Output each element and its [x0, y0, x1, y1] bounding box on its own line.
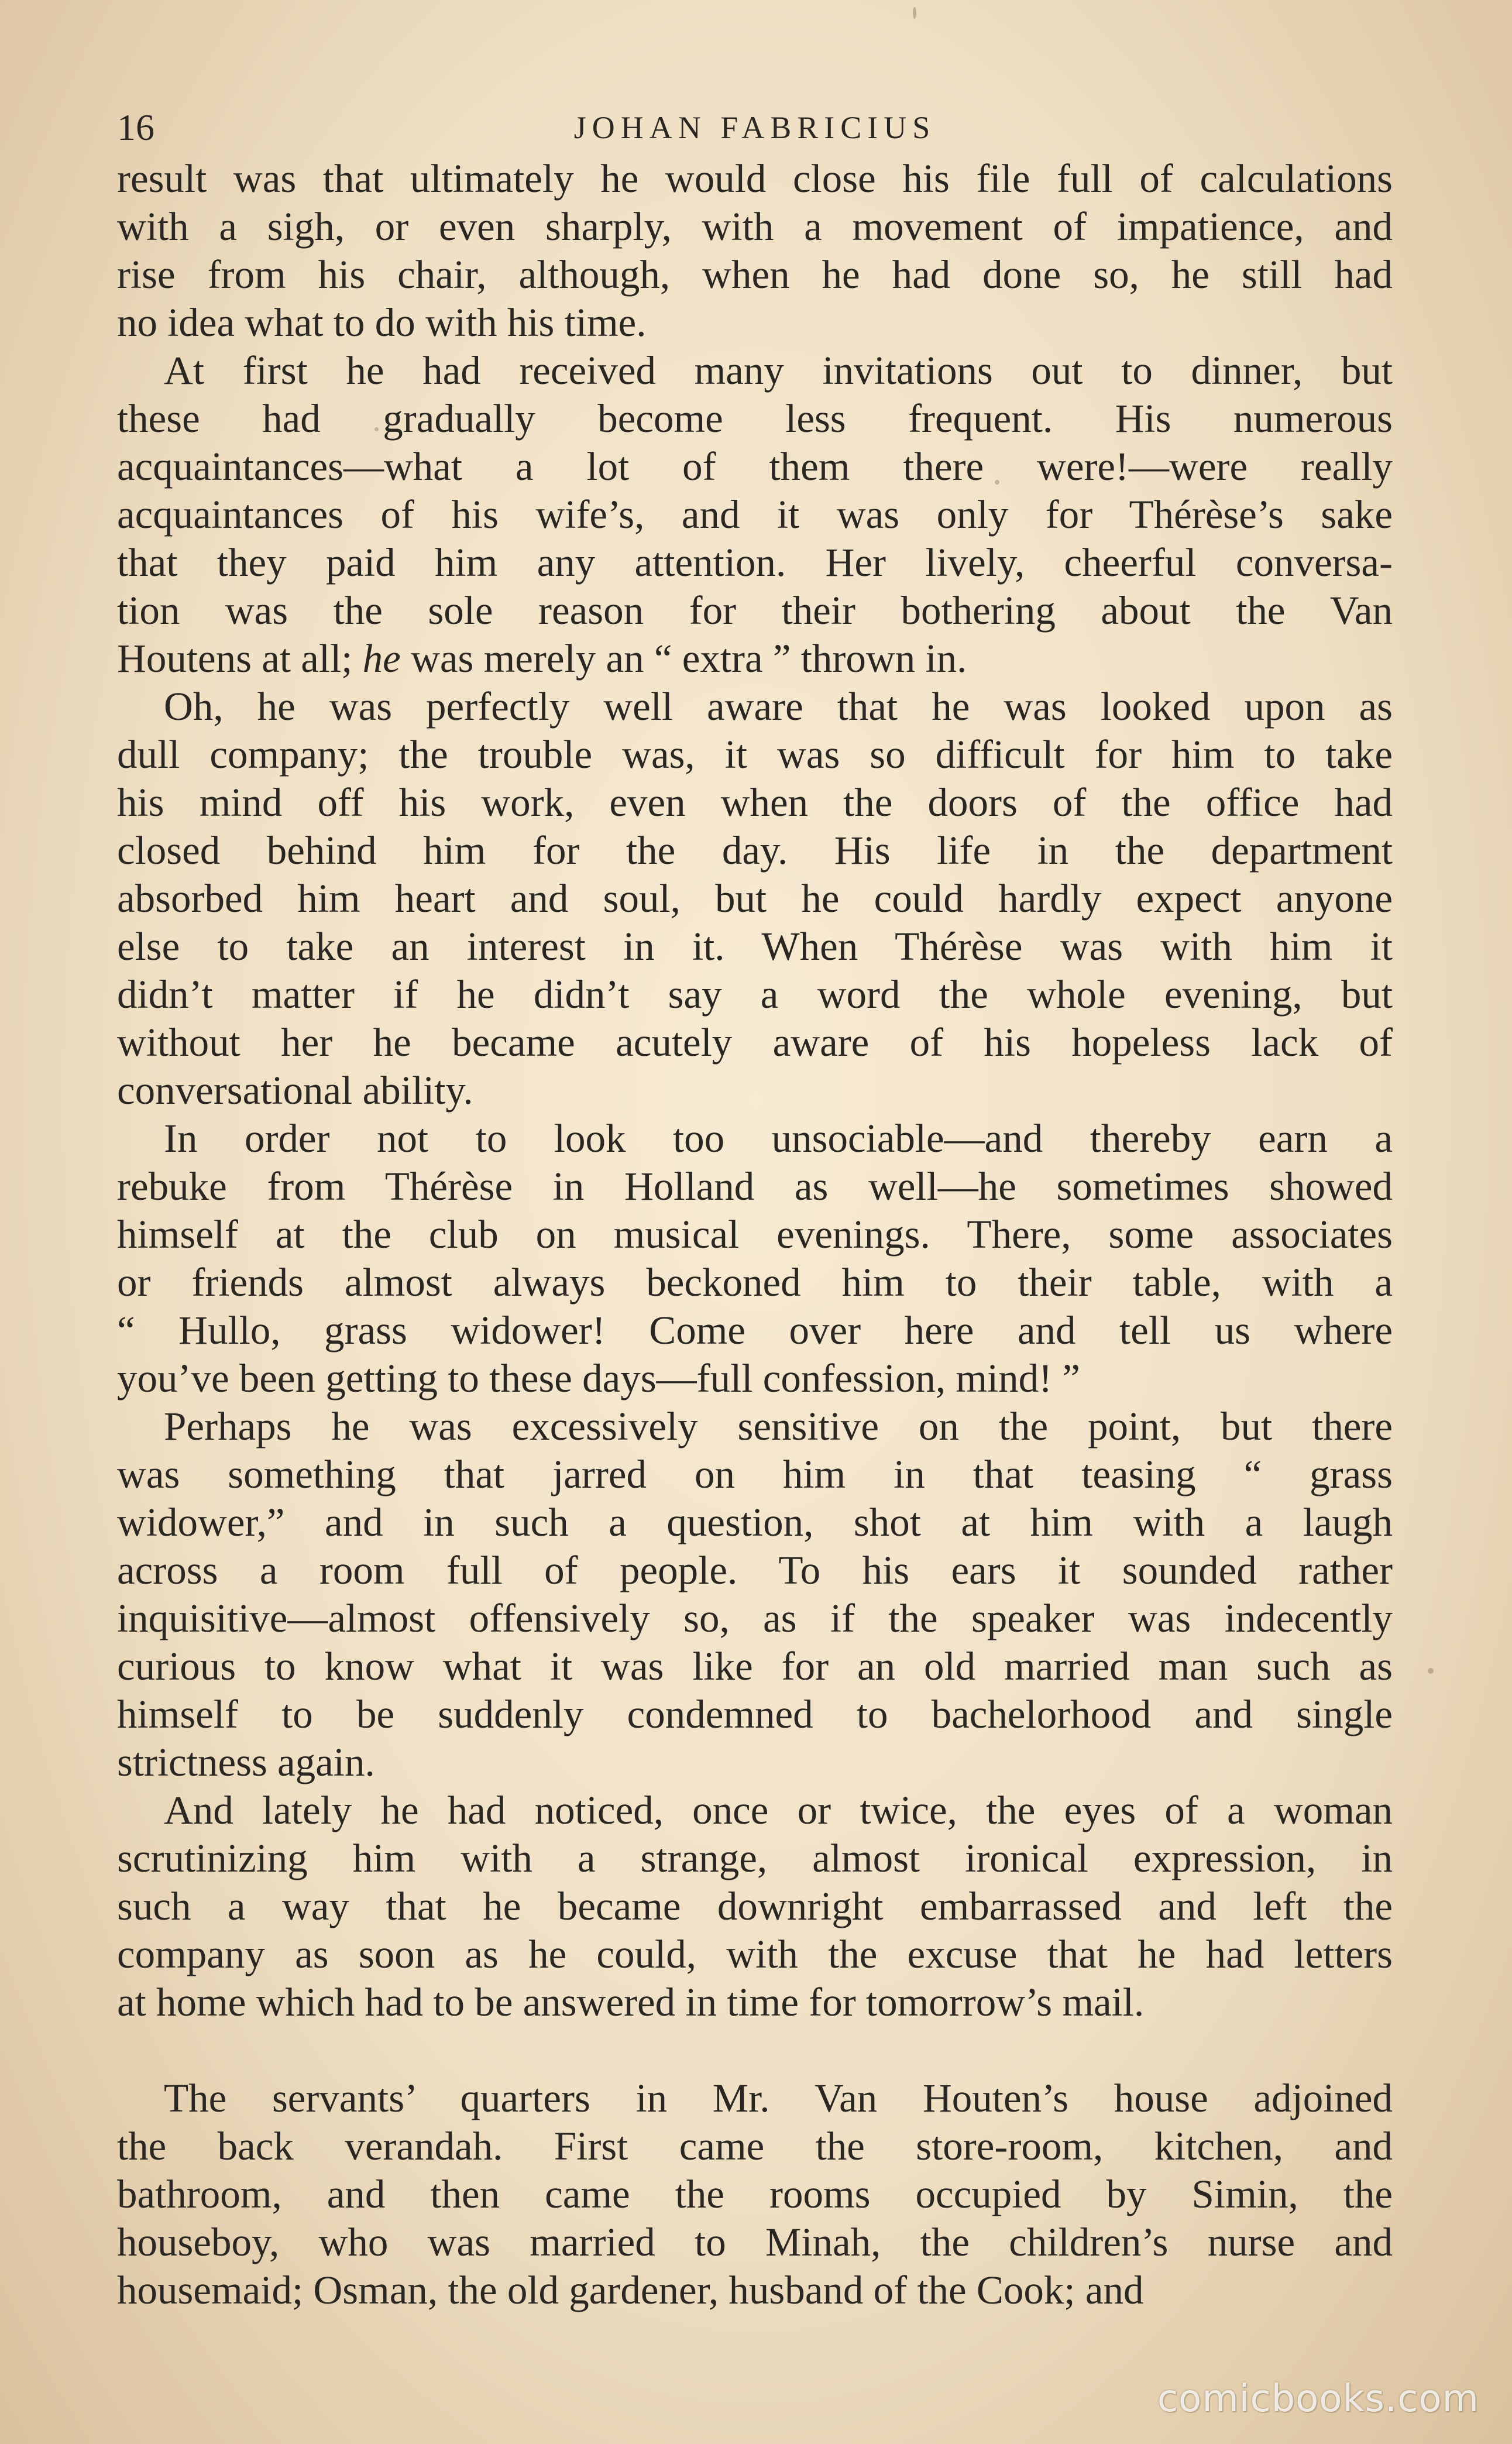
- paragraph: [117, 1402, 1393, 1786]
- text-line: Oh, he was perfectly well aware that he was looked upon as: [164, 684, 1393, 729]
- running-head: JOHAN FABRICIUS: [573, 110, 936, 145]
- paragraph: [117, 1114, 1393, 1402]
- body-text: [117, 155, 1393, 2314]
- text-line: houseboy, who was married to Minah, the children’s nurse and: [117, 2220, 1393, 2264]
- text-line: widower,” and in such a question, shot at him with a laugh: [117, 1500, 1393, 1544]
- paper-speck: [995, 480, 999, 485]
- paragraph: [117, 1786, 1393, 2026]
- paper-speck: [913, 7, 916, 19]
- emphasis: he: [362, 636, 401, 681]
- text-line: else to take an interest in it. When Thérèse was with him it: [117, 924, 1393, 969]
- text-line: The servants’ quarters in Mr. Van Houten’s house adjoined: [164, 2076, 1393, 2120]
- text-line: the back verandah. First came the store-room, kitchen, and: [117, 2124, 1393, 2168]
- text-line: you’ve been getting to these days—full confession, mind! ”: [117, 1356, 1081, 1401]
- paragraph: [117, 682, 1393, 1114]
- text-line: absorbed him heart and soul, but he could hardly expect anyone: [117, 876, 1393, 921]
- text-line: these had gradually become less frequent. His numerous: [117, 396, 1393, 441]
- paragraph: [117, 155, 1393, 346]
- text-line: curious to know what it was like for an old married man such as: [117, 1644, 1393, 1688]
- text-line: no idea what to do with his time.: [117, 300, 647, 345]
- text-line: at home which had to be answered in time for tomorrow’s mail.: [117, 1980, 1145, 2024]
- text-line: didn’t matter if he didn’t say a word the whole evening, but: [117, 972, 1393, 1017]
- text-line: closed behind him for the day. His life in the department: [117, 828, 1393, 873]
- text-line: that they paid him any attention. Her lively, cheerful conversa-: [117, 540, 1393, 585]
- text-line: “ Hullo, grass widower! Come over here and tell us where: [117, 1308, 1393, 1353]
- paper-speck: [374, 427, 379, 431]
- page-header: [117, 98, 1393, 157]
- text-line: his mind off his work, even when the doors of the office had: [117, 780, 1393, 825]
- text-line: Perhaps he was excessively sensitive on the point, but there: [164, 1404, 1393, 1448]
- text-line: tion was the sole reason for their bothering about the Van: [117, 588, 1393, 633]
- paper-speck: [1428, 1668, 1434, 1674]
- text-line: himself to be suddenly condemned to bachelorhood and single: [117, 1692, 1393, 1736]
- text-line: such a way that he became downright embarrassed and left the: [117, 1884, 1393, 1928]
- text-line: himself at the club on musical evenings. There, some associates: [117, 1212, 1393, 1257]
- text-line: conversational ability.: [117, 1068, 473, 1113]
- text-line: across a room full of people. To his ears it sounded rather: [117, 1548, 1393, 1592]
- text-line: Houtens at all; he was merely an “ extra ” thrown in.: [117, 636, 967, 681]
- text-line: strictness again.: [117, 1740, 375, 1784]
- text-line: without her he became acutely aware of his hopeless lack of: [117, 1020, 1393, 1065]
- text-line: In order not to look too unsociable—and thereby earn a: [164, 1116, 1393, 1161]
- text-line: with a sigh, or even sharply, with a movement of impatience, and: [117, 204, 1393, 249]
- text-line: acquaintances—what a lot of them there were!—were really: [117, 444, 1393, 489]
- text-line: was something that jarred on him in that teasing “ grass: [117, 1452, 1393, 1496]
- text-line: And lately he had noticed, once or twice, the eyes of a woman: [164, 1788, 1393, 1832]
- text-line: acquaintances of his wife’s, and it was only for Thérèse’s sake: [117, 492, 1393, 537]
- text-line: housemaid; Osman, the old gardener, husband of the Cook; and: [117, 2268, 1144, 2312]
- text-line: rise from his chair, although, when he had done so, he still had: [117, 252, 1393, 297]
- paragraph: [117, 346, 1393, 682]
- text-line: At first he had received many invitations out to dinner, but: [164, 348, 1393, 393]
- text-line: or friends almost always beckoned him to their table, with a: [117, 1260, 1393, 1305]
- text-line: inquisitive—almost offensively so, as if the speaker was indecently: [117, 1596, 1393, 1640]
- text-line: result was that ultimately he would close his file full of calculations: [117, 156, 1393, 201]
- text-line: bathroom, and then came the rooms occupied by Simin, the: [117, 2172, 1393, 2216]
- text-line: scrutinizing him with a strange, almost ironical expression, in: [117, 1836, 1393, 1880]
- text-line: company as soon as he could, with the excuse that he had letters: [117, 1932, 1393, 1976]
- paragraph: [117, 2074, 1393, 2314]
- page-number: 16: [117, 107, 154, 148]
- watermark: comicbooks.com: [1157, 2377, 1479, 2421]
- text-line: dull company; the trouble was, it was so difficult for him to take: [117, 732, 1393, 777]
- text-line: rebuke from Thérèse in Holland as well—he sometimes showed: [117, 1164, 1393, 1209]
- section-break: [117, 2026, 1393, 2074]
